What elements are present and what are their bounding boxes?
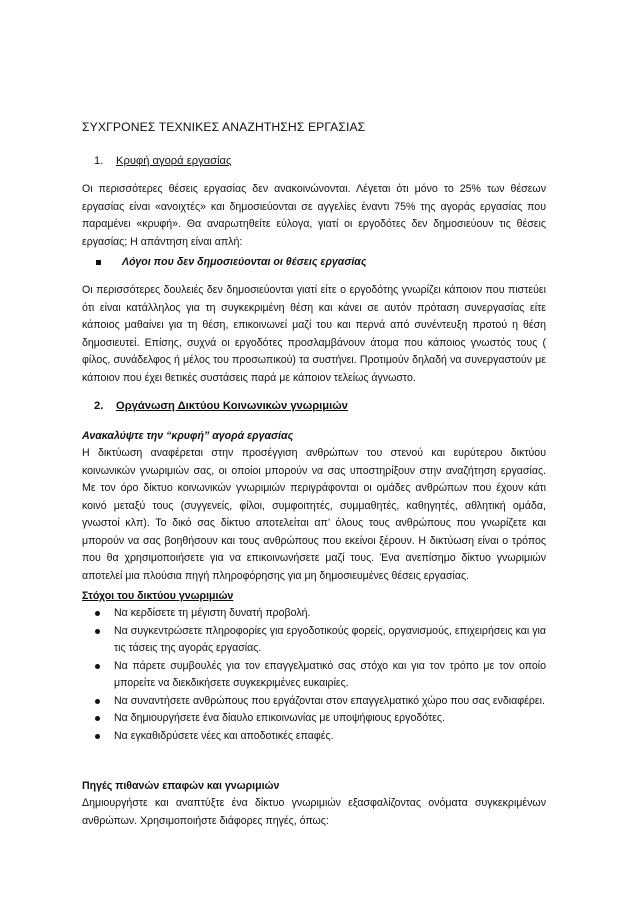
bullet-icon [95,716,100,721]
list-item: Να εγκαθιδρύσετε νέες και αποδοτικές επαφές. [82,728,546,746]
goals-heading-text: Στόχοι του δικτύου γνωριμιών [82,590,234,602]
section-2-paragraph [82,445,546,585]
section-1-bullet-text: Λόγοι που δεν δημοσιεύονται οι θέσεις εργασίας [122,256,367,268]
section-2-heading [94,398,348,416]
section-1-text: Οι περισσότερες θέσεις εργασίας δεν ανακοινώνονται. Λέγεται ότι μόνο το 25% των θέσεων εργασίας είναι «ανοιχτές» και δημοσιεύονται σε αγγελίες έναντι 75% της αγοράς εργασίας που παραμένει «κρυφή». Θα αναρωτηθείτε εύλογα, γιατί οι εργοδότες δεν δημοσιεύουν τις θέσεις εργασίας; Η απάντηση είναι απλή: [82,183,546,248]
list-item: Να δημιουργήσετε ένα δίαυλο επικοινωνίας με υποψήφιους εργοδότες. [82,710,546,728]
square-bullet-icon [96,260,101,265]
sources-text: Δημιουργήστε και αναπτύξτε ένα δίκτυο γνωριμιών εξασφαλίζοντας ονόματα συγκεκριμένων ανθρώπων. Χρησιμοποιήστε διάφορες πηγές, όπως: [82,797,546,827]
section-1-paragraph [82,181,546,251]
bullet-icon [95,629,100,634]
section-1-bullet [82,254,546,272]
section-2-subheading [82,428,546,446]
list-item: Να κερδίσετε τη μέγιστη δυνατή προβολή. [82,605,546,623]
bullet-icon [95,734,100,739]
section-1-text-2: Οι περισσότερες δουλειές δεν δημοσιεύονται γιατί είτε ο εργοδότης γνωρίζει κάποιον που πιστεύει ότι είναι κατάλληλος για τη συγκεκριμένη θέση και κάνει σε αυτόν πρόταση συνεργασίας είτε κάποιος μαθαίνει για τη θέση, επικοινωνεί μαζί του και περνά από συνέντευξη προτού η θέση δημοσιευτεί. Επίσης, συχνά οι εργοδότες προσλαμβάνουν άτομα που κάποιος γνωστός τους ( φίλος, συνάδελφος ή μέλος του προσωπικού) τα συστήνει. Προτιμούν δηλαδή να συνεργαστούν με κάποιον που έχει θετικές συστάσεις παρά με κάποιον τελείως άγνωστο. [82,284,546,384]
list-item: Να συγκεντρώσετε πληροφορίες για εργοδοτικούς φορείς, οργανισμούς, επιχειρήσεις και για τις τάσεις της αγοράς εργασίας. [82,623,546,658]
list-item: Να πάρετε συμβουλές για τον επαγγελματικό σας στόχο και για τον τρόπο με τον οποίο μπορείτε να διεκδικήσετε συγκεκριμένες ευκαιρίες. [82,658,546,693]
section-1-number: 1. [94,155,104,167]
section-2-title: Οργάνωση Δικτύου Κοινωνικών γνωριμιών [116,400,348,412]
section-2-subheading-text: Ανακαλύψτε την “κρυφή” αγορά εργασίας [82,430,294,442]
section-2-text: Η δικτύωση αναφέρεται στην προσέγγιση ανθρώπων του στενού και ευρύτερου δικτύου κοινωνικών γνωριμιών σας, οι οποίοι μπορούν να σας υποστηρίξουν στην αναζήτηση εργασίας. Με τον όρο δίκτυο κοινωνικών γνωριμιών περιγράφονται οι ομάδες ανθρώπων που έχουν κάτι κοινό μεταξύ τους (συγγενείς, φίλοι, συμφοιτητές, συμμαθητές, καθηγητές, αθλητική ομάδα, γνωστοί κλπ). Το δικό σας δίκτυο αποτελείται απ’ όλους τους ανθρώπους που γνωρίζετε και μπορούν να σας βοηθήσουν και τους ανθρώπους που εκείνοι ξέρουν. Η δικτύωση είναι ο τρόπος που θα χρησιμοποιήσετε για να επικοινωνήσετε μαζί τους. Ένα ανεπίσημο δίκτυο γνωριμιών αποτελεί μια πλούσια πηγή πληροφόρησης για μη δημοσιευμένες θέσεις εργασίας. [82,447,546,582]
section-2-number: 2. [94,400,104,412]
bullet-icon [95,699,100,704]
sources-heading [82,778,546,796]
goals-heading [82,588,546,606]
section-1-paragraph-2 [82,282,546,387]
section-1-title: Κρυφή αγορά εργασίας [116,155,232,167]
section-1-heading [94,153,231,171]
sources-paragraph [82,795,546,830]
document-title: ΣΥΧΓΡΟΝΕΣ ΤΕΧΝΙΚΕΣ ΑΝΑΖΗΤΗΣΗΣ ΕΡΓΑΣΙΑΣ [82,120,366,134]
goals-list [82,605,546,745]
bullet-icon [95,611,100,616]
bullet-icon [95,664,100,669]
sources-heading-text: Πηγές πιθανών επαφών και γνωριμιών [82,780,280,792]
list-item: Να συναντήσετε ανθρώπους που εργάζονται στον επαγγελματικό χώρο που σας ενδιαφέρει. [82,693,546,711]
